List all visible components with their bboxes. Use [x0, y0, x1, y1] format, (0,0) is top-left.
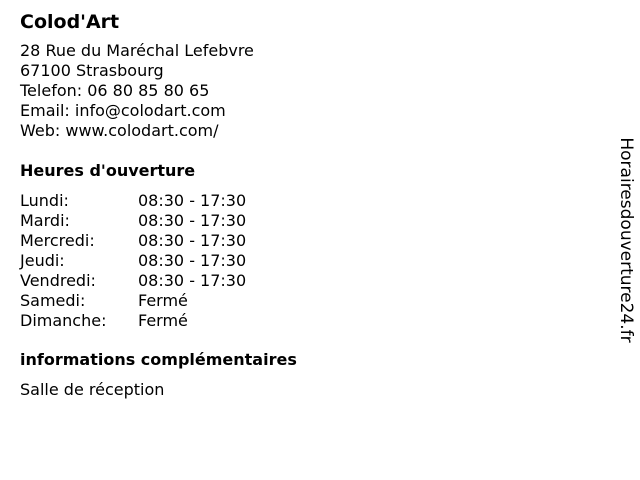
phone-number: Telefon: 06 80 85 80 65	[20, 81, 210, 100]
watermark: Horairesdouverture24.fr	[616, 137, 636, 343]
day-label: Mardi:	[20, 211, 70, 230]
hours-row-tuesday	[20, 211, 580, 231]
business-card	[20, 10, 580, 400]
day-label: Lundi:	[20, 191, 69, 210]
hours-row-saturday	[20, 291, 580, 311]
hours-row-sunday	[20, 311, 580, 331]
additional-info-text: Salle de réception	[20, 380, 165, 399]
day-label: Samedi:	[20, 291, 86, 310]
day-label: Vendredi:	[20, 271, 96, 290]
hours-row-monday	[20, 191, 580, 211]
time-value: Fermé	[138, 291, 188, 310]
time-value: 08:30 - 17:30	[138, 251, 247, 270]
email-address: Email: info@colodart.com	[20, 101, 226, 120]
opening-hours-heading: Heures d'ouverture	[20, 161, 196, 180]
time-value: 08:30 - 17:30	[138, 191, 247, 210]
day-label: Mercredi:	[20, 231, 95, 250]
opening-hours-table	[20, 191, 580, 331]
day-label: Jeudi:	[20, 251, 65, 270]
hours-row-friday	[20, 271, 580, 291]
time-value: 08:30 - 17:30	[138, 211, 247, 230]
time-value: Fermé	[138, 311, 188, 330]
hours-row-thursday	[20, 251, 580, 271]
additional-info-heading: informations complémentaires	[20, 350, 297, 369]
address-block	[20, 41, 580, 141]
business-name: Colod'Art	[20, 11, 120, 33]
street-address: 28 Rue du Maréchal Lefebvre	[20, 41, 254, 60]
time-value: 08:30 - 17:30	[138, 271, 247, 290]
day-label: Dimanche:	[20, 311, 107, 330]
website: Web: www.colodart.com/	[20, 121, 219, 140]
postal-city: 67100 Strasbourg	[20, 61, 164, 80]
time-value: 08:30 - 17:30	[138, 231, 247, 250]
hours-row-wednesday	[20, 231, 580, 251]
